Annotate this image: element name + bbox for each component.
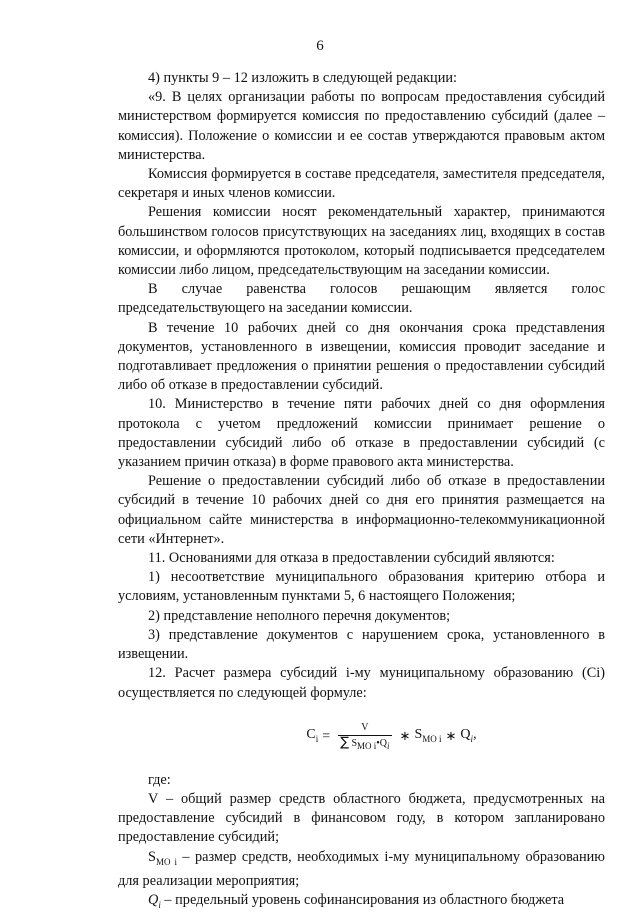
document-body <box>118 69 605 915</box>
paragraph-12: 12. Расчет размера субсидий i-му муниципальному образованию (Ci) осуществляется по следующей формуле: <box>118 665 605 701</box>
paragraph-meeting-deadline: В течение 10 рабочих дней со дня окончания срока представления документов, установленного в извещении, комиссия проводит заседание и подготавливает предложения о принятии решения о предоставлении субсидий либо об отказе в предоставлении субсидий. <box>118 319 605 394</box>
paragraph-tie-vote: В случае равенства голосов решающим является голос председательствующего на заседании комиссии. <box>118 281 605 317</box>
paragraph-9: «9. В целях организации работы по вопросам предоставления субсидий министерством формируется комиссия по предоставлению субсидий (далее – комиссия). Положение о комиссии и ее состав утверждаются правовым актом министерства. <box>118 89 605 163</box>
formula-numerator: V <box>361 721 369 733</box>
definition-v: V – общий размер средств областного бюджета, предусмотренных на предоставление субсидий в финансовом году, в котором запланировано предоставление субсидий; <box>118 790 605 846</box>
paragraph-reason-1: 1) несоответствие муниципального образования критерию отбора и условиям, установленным пунктами 5, 6 настоящего Положения; <box>118 569 605 605</box>
formula-q-term: $Q_i$, <box>460 726 477 744</box>
formula-multiply-2: ∗ <box>445 729 457 745</box>
definition-q: $Q_i$ – предельный уровень софинансирования из областного бюджета <box>148 891 565 910</box>
paragraph-commission-composition: Комиссия формируется в составе председателя, заместителя председателя, секретаря и иных членов комиссии. <box>118 166 605 202</box>
formula-s-term: $S_{MO i}$ <box>414 726 442 744</box>
paragraph-reason-3: 3) представление документов с нарушением срока, установленного в извещении. <box>118 626 605 663</box>
formula-lhs: $C_i$ <box>306 726 319 744</box>
paragraph-11: 11. Основаниями для отказа в предоставлении субсидий являются: <box>148 550 555 567</box>
subsidy-formula <box>178 703 605 771</box>
paragraph-10: 10. Министерство в течение пяти рабочих дней со дня оформления протокола с учетом предложений комиссии принимает решение о предоставлении субсидий либо об отказе в предоставлении субсидий (с указанием причин отказа) в форме правового акта министерства. <box>118 396 605 471</box>
paragraph-commission-decisions: Решения комиссии носят рекомендательный характер, принимаются большинством голосов присутствующих на заседаниях лиц, входящих в состав комиссии, и оформляются протоколом, который подписывается председателем комиссии либо лицом, председательствующим на заседании комиссии. <box>118 204 605 279</box>
formula-fraction <box>338 722 391 752</box>
formula-denominator: ∑ $S_{MO i}•Q_i$ <box>340 734 390 751</box>
paragraph-publication: Решение о предоставлении субсидий либо об отказе в предоставлении субсидий в течение 10 рабочих дней со дня его принятия размещается на официальном сайте министерства в информационно-телекоммуникационной сети «Интернет». <box>118 473 605 547</box>
formula-multiply-1: ∗ <box>399 729 411 745</box>
page-number: 6 <box>316 38 324 54</box>
definition-smo: $S_{MO i}$ – размер средств, необходимых i-му муниципальному образованию для реализации мероприятия; <box>118 848 605 889</box>
paragraph-item-4: 4) пункты 9 – 12 изложить в следующей редакции: <box>148 70 457 86</box>
paragraph-reason-2: 2) представление неполного перечня документов; <box>148 607 451 624</box>
formula-equals: = <box>322 729 331 745</box>
where-label: где: <box>148 771 171 788</box>
